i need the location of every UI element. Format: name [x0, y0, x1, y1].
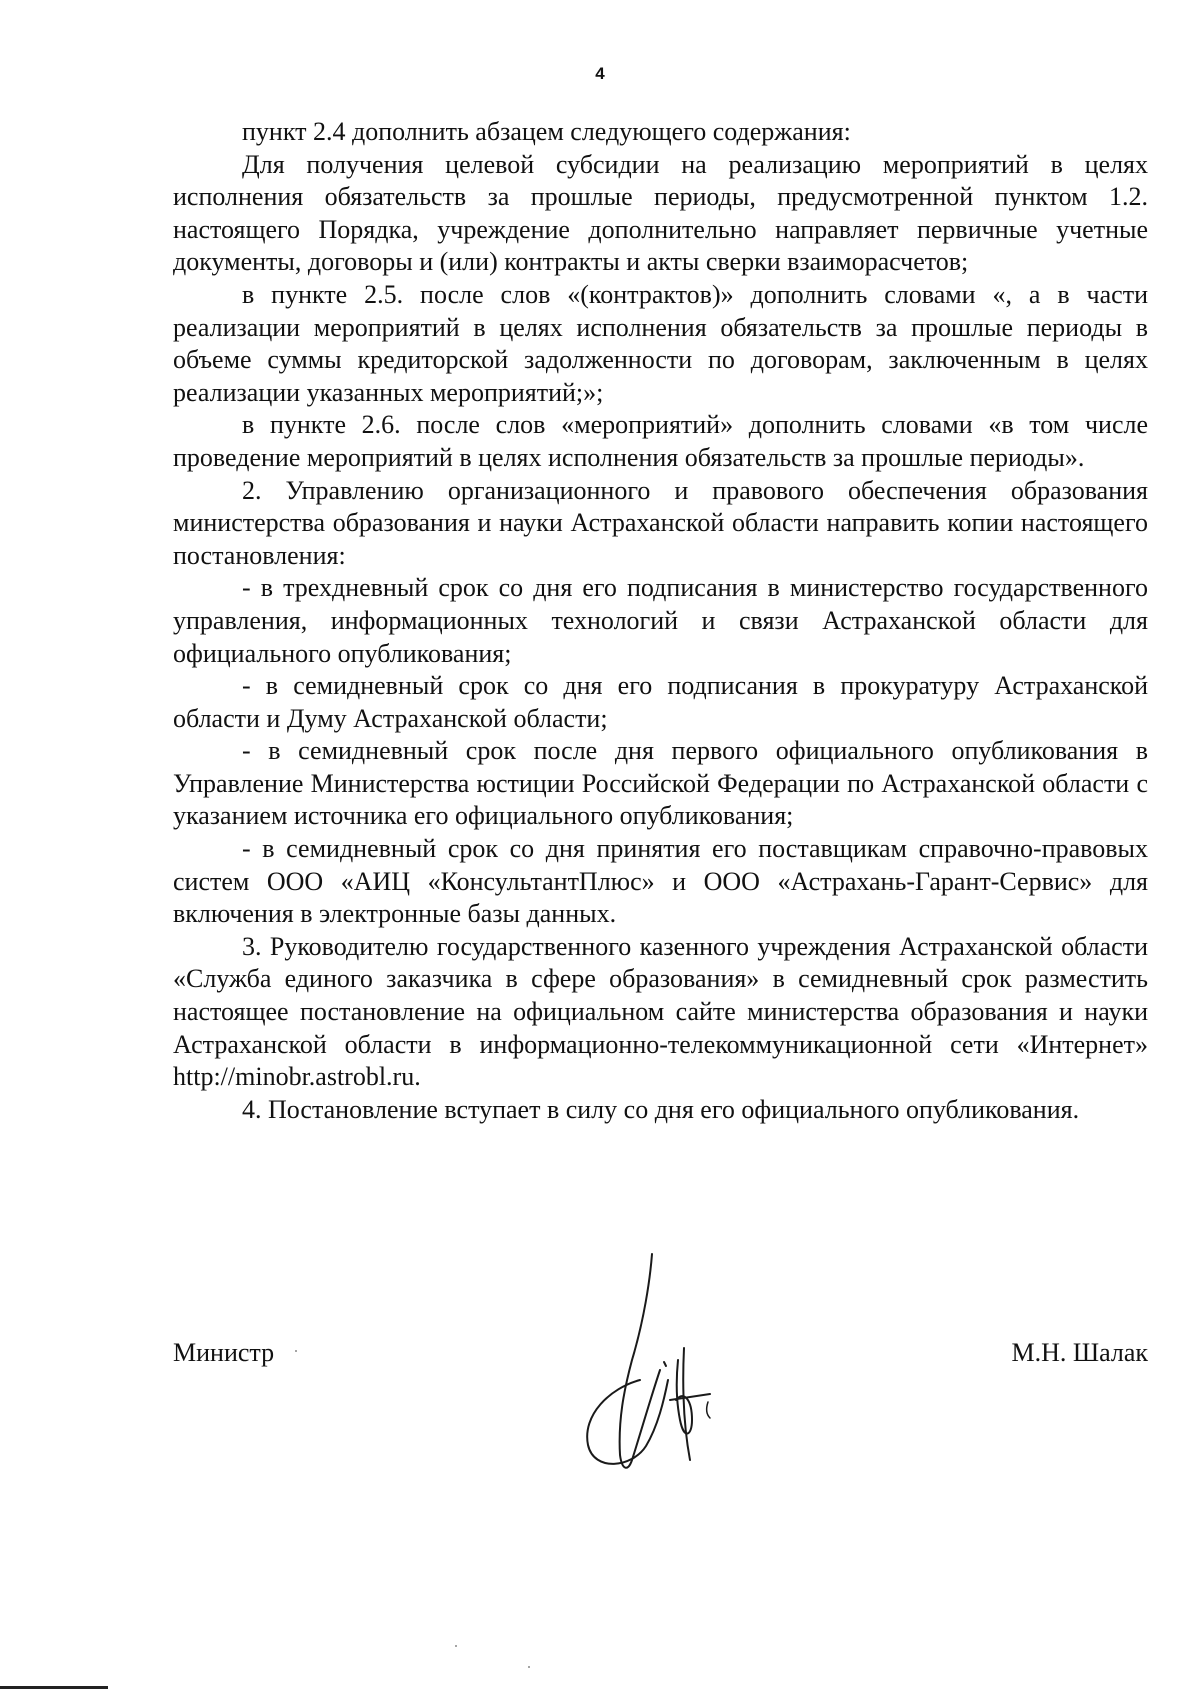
- paragraph-10: 3. Руководителю государственного казенного учреждения Астраханской области «Служба единого заказчика в сфере образования» в семидневный срок разместить настоящее постановление на официальном сайте министерства образования и науки Астраханской области в информационно-телекоммуникационной сети «Интернет» http://minobr.astrobl.ru.: [173, 931, 1148, 1092]
- paragraph-2: Для получения целевой субсидии на реализацию мероприятий в целях исполнения обязательств за прошлые периоды, предусмотренной пунктом 1.2. настоящего Порядка, учреждение дополнительно направляет первичные учетные документы, договоры и (или) контракты и акты сверки взаиморасчетов;: [173, 149, 1148, 277]
- paragraph-6: - в трехдневный срок со дня его подписания в министерство государственного управления, информационных технологий и связи Астраханской области для официального опубликования;: [173, 573, 1148, 668]
- handwritten-signature: [580, 1250, 770, 1475]
- scan-speck: [528, 1666, 530, 1668]
- scan-edge-mark: [0, 1686, 108, 1689]
- paragraph-7: - в семидневный срок со дня его подписания в прокуратуру Астраханской области и Думу Астраханской области;: [173, 671, 1148, 733]
- signatory-title: Министр: [173, 1338, 275, 1367]
- scan-speck: [295, 1350, 297, 1352]
- document-body: [173, 116, 1148, 1126]
- page-number: 4: [595, 64, 605, 83]
- paragraph-5: 2. Управлению организационного и правового обеспечения образования министерства образования и науки Астраханской области направить копии настоящего постановления:: [173, 475, 1148, 570]
- signatory-name: М.Н. Шалак: [1011, 1338, 1148, 1367]
- paragraph-3: в пункте 2.5. после слов «(контрактов)» дополнить словами «, а в части реализации мероприятий в целях исполнения обязательств за прошлые периоды в объеме суммы кредиторской задолженности по договорам, заключенным в целях реализации указанных мероприятий;»;: [173, 279, 1148, 407]
- paragraph-9: - в семидневный срок со дня принятия его поставщикам справочно-правовых систем ООО «АИЦ «КонсультантПлюс» и ООО «Астрахань-Гарант-Сервис» для включения в электронные базы данных.: [173, 834, 1148, 929]
- scan-speck: [455, 1645, 457, 1647]
- paragraph-4: в пункте 2.6. после слов «мероприятий» дополнить словами «в том числе проведение мероприятий в целях исполнения обязательств за прошлые периоды».: [173, 410, 1148, 472]
- paragraph-1: пункт 2.4 дополнить абзацем следующего содержания:: [242, 117, 851, 146]
- paragraph-11: 4. Постановление вступает в силу со дня его официального опубликования.: [242, 1094, 1080, 1124]
- paragraph-8: - в семидневный срок после дня первого официального опубликования в Управление Министерства юстиции Российской Федерации по Астраханской области с указанием источника его официального опубликования;: [173, 736, 1148, 831]
